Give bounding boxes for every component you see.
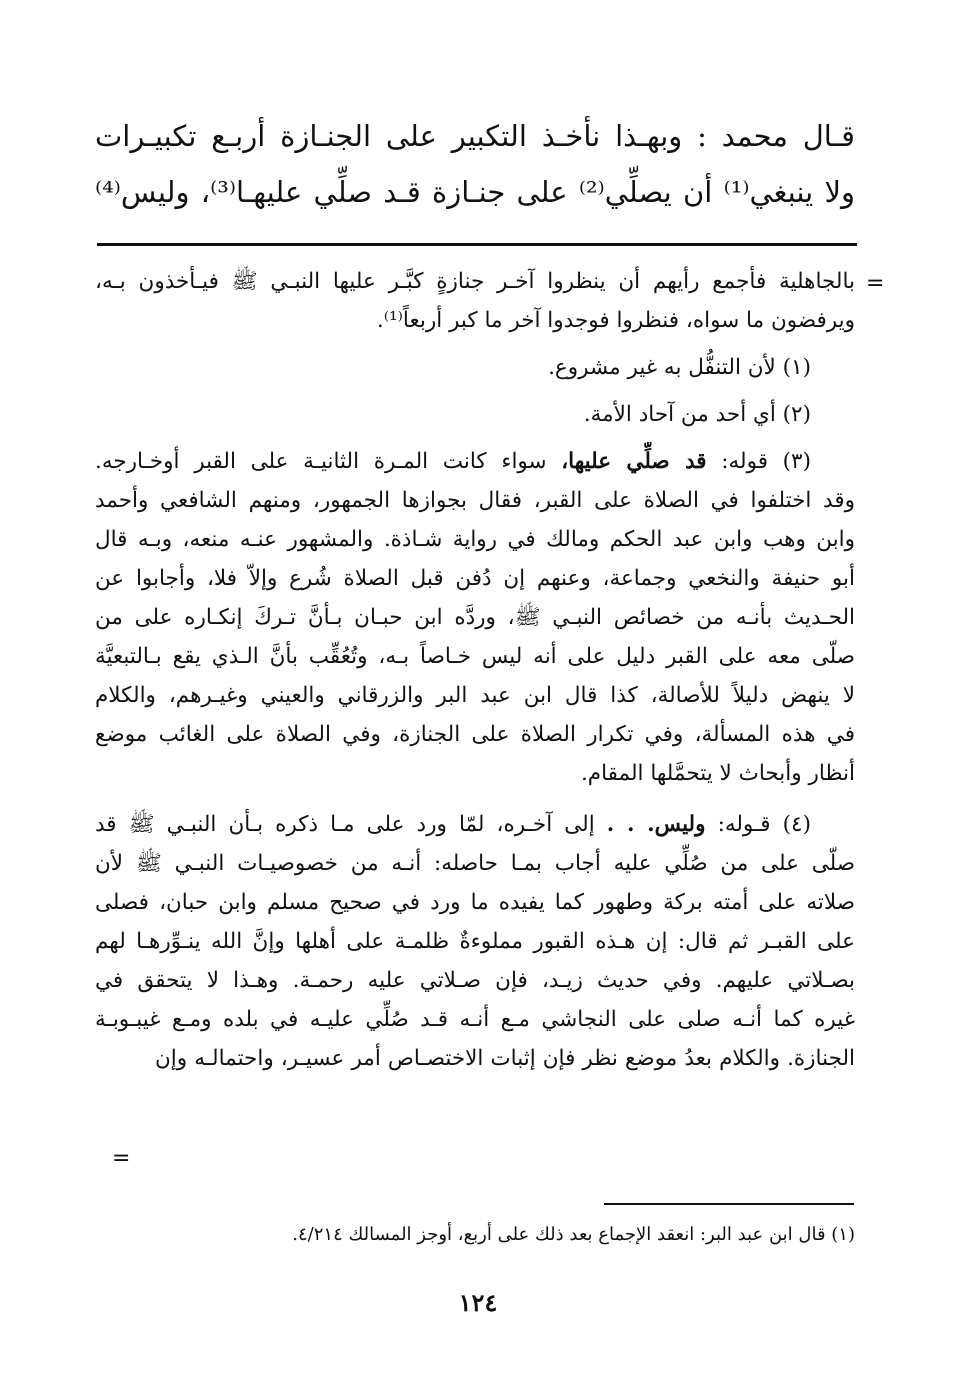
note-3-line: أبو حنيفة والنخعي وجماعة، وعنهم إن دُفن قبل الصلاة شُرع وإلاّ فلا، وأجابوا عن xyxy=(95,566,855,591)
note-3-line: في هذه المسألة، وفي تكرار الصلاة على الجنازة، وفي الصلاة على الغائب موضع xyxy=(95,722,855,747)
note-3-line: وابن وهب وابن عبد الحكم ومالك في رواية شـاذة. والمشهور عنـه منعه، وبـه قال xyxy=(95,527,855,552)
note-3-line: أنظار وأبحاث لا يتحمَّلها المقام. xyxy=(580,761,855,786)
note-3-line-0: سواء كانت المـرة الثانيـة على القبر أوخـارجه. xyxy=(95,449,547,474)
note-3-line: صلّى معه على القبر دليل على أنه ليس خـاصاً بـه، وتُعُقِّب بأنَّ الـذي يقع بـالتبعيَّة xyxy=(95,644,855,669)
footnote-divider xyxy=(604,1203,854,1205)
note-4-number: (٤) قـوله: xyxy=(705,812,811,837)
note-3-number: (٣) قوله: xyxy=(706,449,811,474)
note-4-line-0: إلى آخـره، لمّا ورد على مـا ذكره بـأن النبـي ﷺ قد xyxy=(95,812,595,837)
note-4-line: صلّى على من صُلِّي عليه أجاب بمـا حاصله: أنـه من خصوصيـات النبـي ﷺ لأن xyxy=(95,851,855,876)
note-3-line: الحـديث بأنـه من خصائص النبـي ﷺ، وردَّه ابن حبـان بـأنَّ تـركَ إنكـاره على من xyxy=(95,605,855,630)
note-4-first-line xyxy=(95,805,855,844)
note-4-lemma: وليس. . . xyxy=(606,812,706,837)
main-text-divider xyxy=(97,243,857,246)
note-4-line: الجنازة. والكلام بعدُ موضع نظر فإن إثبات الاختصـاص أمر عسيـر، واحتمالـه وإن xyxy=(155,1046,855,1071)
note-4-line: غيره كما أنـه صلى على النجاشي مـع أنـه قـد صُلِّي عليـه في بلده ومـع غيبـوبـة xyxy=(95,1007,855,1032)
footnote: (١) قال ابن عبد البر: انعقد الإجماع بعد ذلك على أربع، أوجز المسالك ٤/٢١٤. xyxy=(292,1224,855,1245)
commentary xyxy=(95,262,855,1078)
note-1 xyxy=(95,348,855,387)
commentary-line: ويرفضون ما سواه، فنظروا فوجدوا آخر ما كبر أربعاً⁽¹⁾. xyxy=(376,308,855,333)
note-2-text: (٢) أي أحد من آحاد الأمة. xyxy=(583,402,811,427)
continuation-mark-top: = xyxy=(866,271,885,296)
main-text xyxy=(95,108,855,220)
page-number: ١٢٤ xyxy=(458,1288,498,1317)
main-text-line-2: ولا ينبغي⁽¹⁾ أن يصلِّي⁽²⁾ على جنـازة قـد صلِّي عليهـا⁽³⁾، وليس⁽⁴⁾ xyxy=(95,175,855,209)
commentary-continued-paragraph xyxy=(95,262,855,340)
continuation-mark-bottom: = xyxy=(112,1146,131,1171)
note-3-line: لا ينهض دليلاً للأصالة، كذا قال ابن عبد البر والزرقاني والعيني وغيـرهم، والكلام xyxy=(95,683,855,708)
note-4-line: صلاته على أمته بركة وطهور كما يفيده ما ورد في صحيح مسلم وابن حبان، فصلى xyxy=(95,890,855,915)
note-3-lemma: قد صلِّي عليها، xyxy=(561,449,707,474)
note-3-line: وقد اختلفوا في الصلاة على القبر، فقال بجوازها الجمهور، ومنهم الشافعي وأحمد xyxy=(95,488,855,513)
note-1-text: (١) لأن التنفُّل به غير مشروع. xyxy=(548,355,811,380)
main-text-line-1: قـال محمد : وبهـذا نأخـذ التكبير على الجنـازة أربـع تكبيـرات xyxy=(95,119,855,153)
note-3 xyxy=(95,442,855,793)
note-3-first-line xyxy=(95,442,855,481)
note-4 xyxy=(95,805,855,1078)
note-4-line: بصـلاتي عليهم. وفي حديث زيـد، فإن صـلاتي عليه رحمـة. وهـذا لا يتحقق في xyxy=(95,968,855,993)
note-4-line: على القبـر ثم قال: إن هـذه القبور مملوءةٌ ظلمـة على أهلها وإنَّ الله ينـوِّرهـا لهم xyxy=(95,929,855,954)
note-2 xyxy=(95,395,855,434)
commentary-line: بالجاهلية فأجمع رأيهم أن ينظروا آخـر جنازةٍ كبَّـر عليها النبـي ﷺ فيـأخذون بـه، xyxy=(95,269,855,294)
